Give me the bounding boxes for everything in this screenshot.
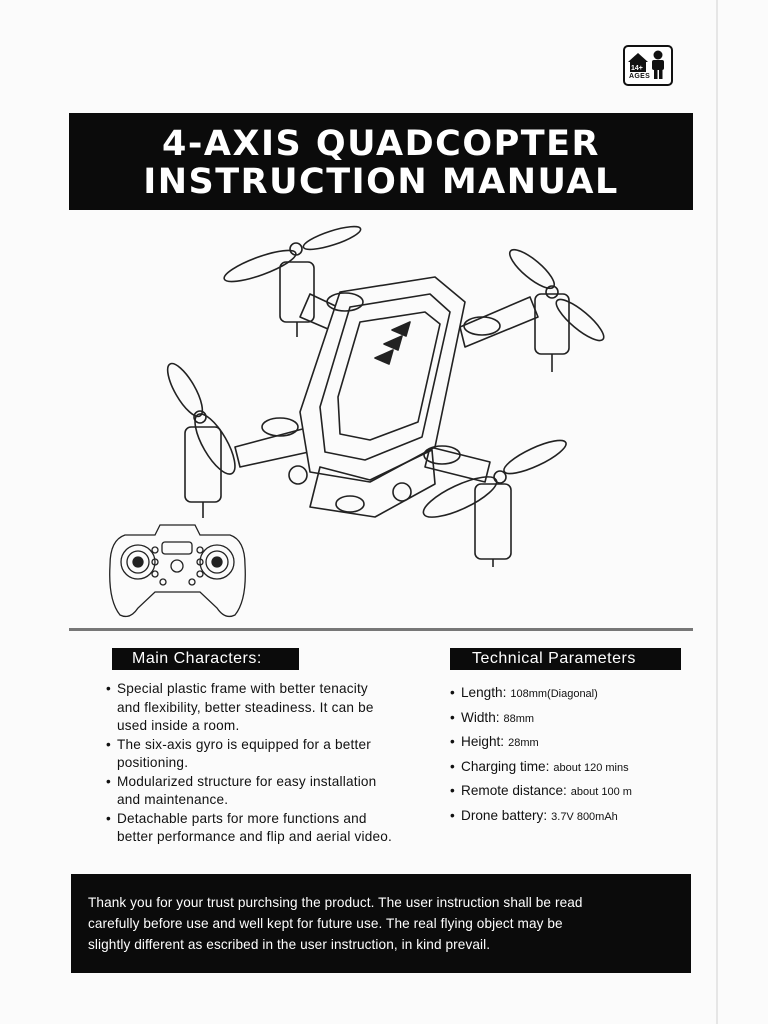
spec-height: • Height: 28mm [450, 733, 710, 758]
footer-notice [71, 874, 691, 973]
age-number: 14+ [631, 65, 643, 72]
title-line-1: 4-AXIS QUADCOPTER [162, 124, 600, 164]
technical-parameters-heading: Technical Parameters [450, 648, 681, 670]
technical-parameters-list [450, 684, 710, 831]
main-characters-heading: Main Characters: [112, 648, 299, 670]
section-divider [69, 628, 693, 631]
title-banner [69, 113, 693, 210]
footer-line: carefully before use and well kept for future use. The real flying object may be [88, 916, 563, 931]
footer-line: slightly different as escribed in the user instruction, in kind prevail. [88, 937, 491, 952]
spec-drone-battery: • Drone battery: 3.7V 800mAh [450, 807, 710, 832]
footer-line: Thank you for your trust purchsing the product. The user instruction shall be read [88, 895, 583, 910]
spec-length: • Length: 108mm(Diagonal) [450, 684, 710, 709]
list-item: • Detachable parts for more functions and better performance and flip and aerial video. [105, 810, 445, 847]
main-characters-list [105, 680, 445, 847]
spec-charging-time: • Charging time: about 120 mins [450, 758, 710, 783]
spec-width: • Width: 88mm [450, 709, 710, 734]
list-item: • Modularized structure for easy installation and maintenance. [105, 773, 445, 810]
age-label: AGES [629, 73, 651, 80]
age-rating-badge [623, 45, 673, 86]
title-line-2: INSTRUCTION MANUAL [143, 162, 619, 202]
page-edge-shadow [716, 0, 718, 1024]
list-item: • Special plastic frame with better tenacity and flexibility, better steadiness. It can be used inside a room. [105, 680, 445, 736]
list-item: • The six-axis gyro is equipped for a better positioning. [105, 736, 445, 773]
spec-remote-distance: • Remote distance: about 100 m [450, 782, 710, 807]
controller-illustration [105, 520, 250, 625]
